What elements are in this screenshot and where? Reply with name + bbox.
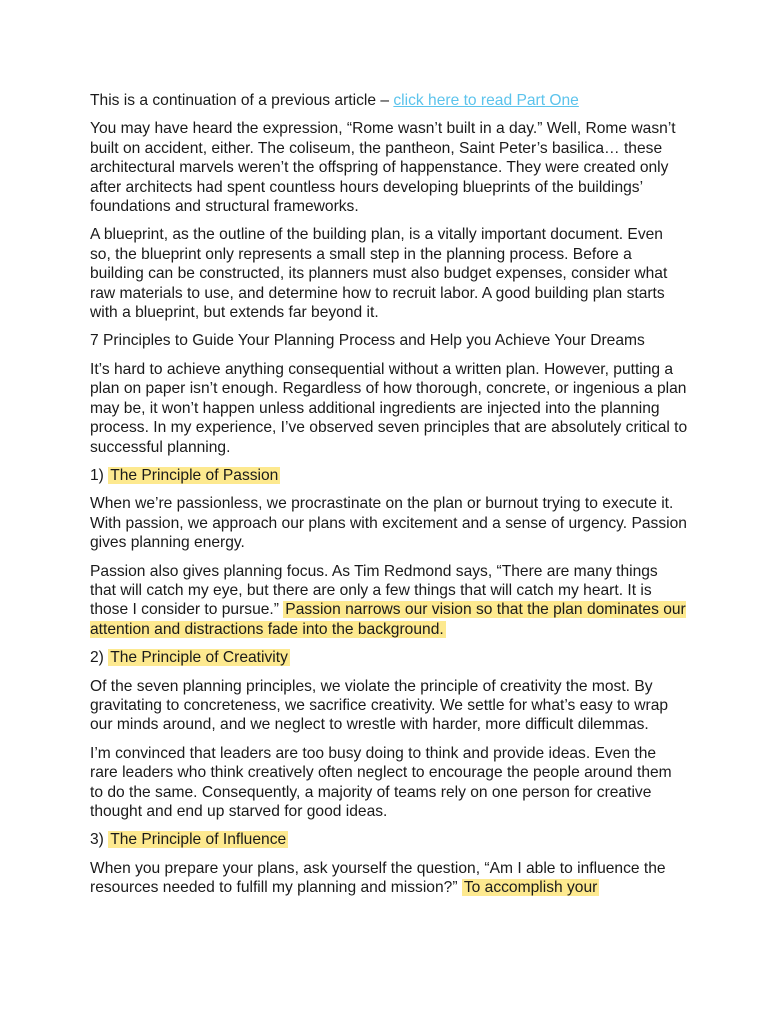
paragraph-rome: You may have heard the expression, “Rome wasn’t built in a day.” Well, Rome wasn’t built on accident, either. The coliseum, the pantheon, Saint Peter’s basilica… these architectural marvels weren’t the offspring of happenstance. They were created only after architects had spent countless hours developing blueprints of the buildings’ foundations and structural frameworks. xyxy=(90,120,676,216)
paragraph-blueprint: A blueprint, as the outline of the building plan, is a vitally important document. Even so, the blueprint only represents a small step in the planning process. Before a building can be constructed, its planners must also budget expenses, consider what raw materials to use, and determine how to recruit labor. A good building plan starts with a blueprint, but extends far beyond it. xyxy=(90,226,668,322)
influence-highlight: To accomplish your xyxy=(463,879,598,897)
intro-line xyxy=(90,91,688,110)
principle-title-highlight: The Principle of Passion xyxy=(110,466,279,484)
influence-text: When you prepare your plans, ask yourself the question, “Am I able to influence the resources needed to fulfill my planning and mission?” xyxy=(90,859,666,897)
principle-title-highlight: The Principle of Influence xyxy=(110,831,287,849)
principle-heading-passion xyxy=(90,466,688,485)
paragraph-passionless: When we’re passionless, we procrastinate on the plan or burnout trying to execute it. With passion, we approach our plans with excitement and a sense of urgency. Passion gives planning energy. xyxy=(90,495,687,552)
principle-title-highlight: The Principle of Creativity xyxy=(110,649,288,667)
paragraph-creativity-violation: Of the seven planning principles, we violate the principle of creativity the most. By gravitating to concreteness, we sacrifice creativity. We settle for what’s easy to wrap our minds around, and we neglect to wrestle with harder, more difficult dilemmas. xyxy=(90,677,669,734)
part-one-link[interactable]: click here to read Part One xyxy=(393,92,579,109)
principle-number: 3) xyxy=(90,831,109,849)
passion-focus-text: Passion also gives planning focus. As Tim Redmond says, “There are many things that will catch my eye, but there are only a few things that will catch my heart. It is those I consider to pursue.” xyxy=(90,562,658,619)
principle-number: 1) xyxy=(90,466,109,484)
paragraph-passion-focus xyxy=(90,562,688,640)
principle-heading-creativity xyxy=(90,648,688,667)
intro-text: This is a continuation of a previous article – xyxy=(90,92,394,109)
paragraph-influence xyxy=(90,859,688,898)
paragraph-written-plan: It’s hard to achieve anything consequential without a written plan. However, putting a plan on paper isn’t enough. Regardless of how thorough, concrete, or ingenious a plan may be, it won’t happen unless additional ingredients are injected into the planning process. In my experience, I’ve observed seven principles that are absolutely critical to successful planning. xyxy=(90,360,688,456)
paragraph-leaders-busy: I’m convinced that leaders are too busy doing to think and provide ideas. Even the rare leaders who think creatively often neglect to encourage the people around them to do the same. Consequently, a majority of teams rely on one person for creative thought and end up starved for good ideas. xyxy=(90,744,672,820)
section-title: 7 Principles to Guide Your Planning Process and Help you Achieve Your Dreams xyxy=(90,332,645,350)
principle-heading-influence xyxy=(90,830,688,849)
passion-focus-highlight: Passion narrows our vision so that the plan dominates our attention and distractions fade into the background. xyxy=(90,601,686,638)
principle-number: 2) xyxy=(90,649,109,667)
